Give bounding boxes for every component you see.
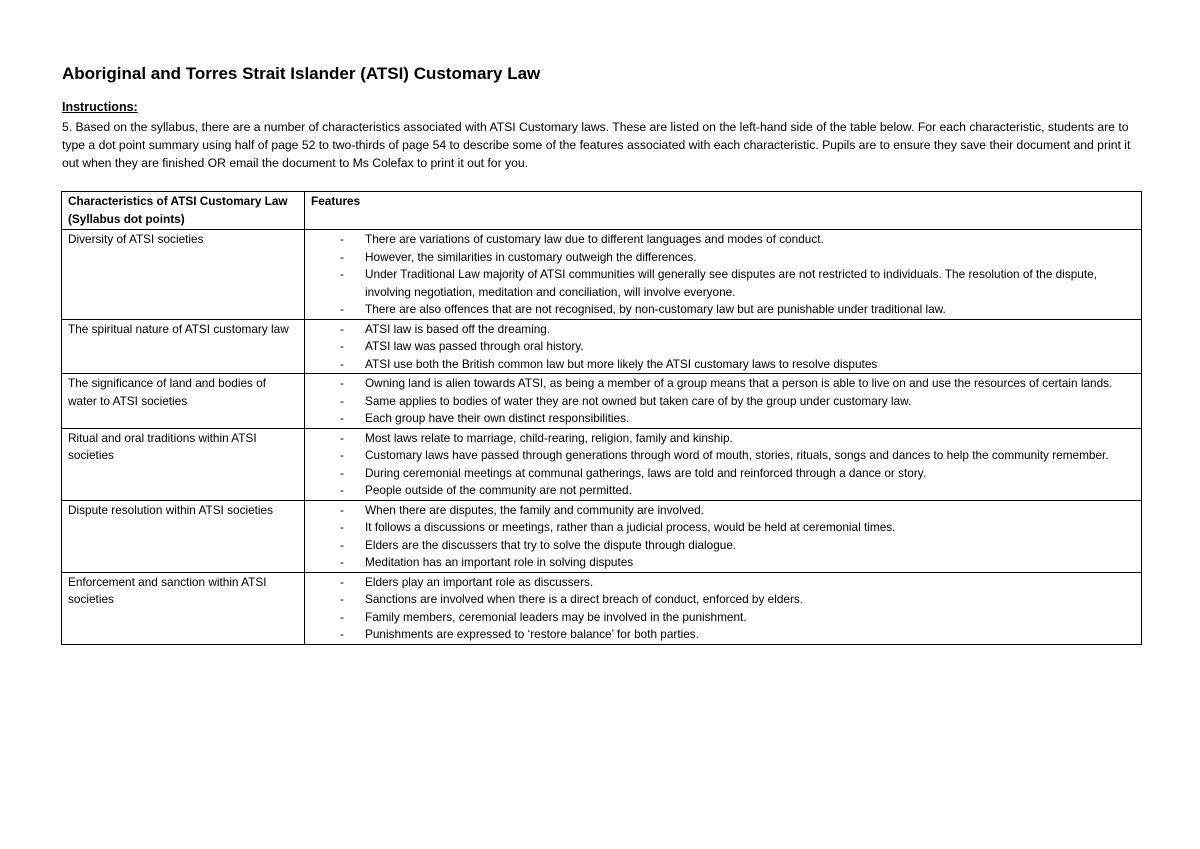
feature-text: ATSI law was passed through oral history. — [365, 339, 584, 353]
feature-text: Family members, ceremonial leaders may be involved in the punishment. — [365, 609, 747, 624]
features-list — [311, 430, 1135, 500]
list-item — [311, 591, 1135, 609]
features-cell — [305, 500, 1142, 572]
characteristic-cell: Ritual and oral traditions within ATSI societies — [62, 428, 305, 500]
feature-text: Same applies to bodies of water they are not owned but taken care of by the group under customary law. — [365, 393, 912, 408]
features-list — [311, 574, 1135, 644]
feature-text: ATSI law is based off the dreaming. — [365, 321, 551, 336]
features-list — [311, 502, 1135, 572]
bullet-dash: - — [340, 465, 344, 480]
characteristic-cell: Dispute resolution within ATSI societies — [62, 500, 305, 572]
table-header-row — [62, 192, 1142, 230]
bullet-dash: - — [340, 592, 344, 606]
feature-text: There are also offences that are not recognised, by non-customary law but are punishable under traditional law. — [365, 302, 946, 316]
feature-text: Each group have their own distinct responsibilities. — [365, 411, 630, 425]
table-row — [62, 428, 1142, 500]
features-list — [311, 321, 1135, 374]
list-item — [311, 465, 1135, 483]
bullet-dash: - — [340, 232, 344, 246]
feature-text: However, the similarities in customary outweigh the differences. — [365, 249, 697, 264]
list-item — [311, 482, 1135, 500]
features-list — [311, 231, 1135, 319]
feature-text: Punishments are expressed to ‘restore balance’ for both parties. — [365, 627, 699, 641]
characteristic-cell: The significance of land and bodies of water to ATSI societies — [62, 374, 305, 429]
bullet-dash: - — [340, 483, 344, 497]
table-row — [62, 572, 1142, 644]
list-item — [311, 356, 1135, 374]
features-list — [311, 375, 1135, 428]
features-cell — [305, 374, 1142, 429]
table-body — [62, 230, 1142, 645]
list-item — [311, 410, 1135, 428]
list-item — [311, 375, 1135, 393]
feature-text: Elders are the discussers that try to solve the dispute through dialogue. — [365, 537, 737, 552]
bullet-dash: - — [340, 321, 344, 336]
list-item — [311, 502, 1135, 520]
list-item — [311, 554, 1135, 572]
bullet-dash: - — [340, 448, 344, 462]
list-item — [311, 574, 1135, 592]
features-cell — [305, 572, 1142, 644]
characteristic-cell: Enforcement and sanction within ATSI societies — [62, 572, 305, 644]
list-item — [311, 447, 1135, 465]
bullet-dash: - — [340, 537, 344, 552]
table-row — [62, 374, 1142, 429]
feature-text: Most laws relate to marriage, child-rearing, religion, family and kinship. — [365, 430, 733, 445]
features-cell — [305, 319, 1142, 374]
table-row — [62, 230, 1142, 320]
bullet-dash: - — [340, 627, 344, 641]
list-item — [311, 519, 1135, 537]
list-item — [311, 249, 1135, 267]
bullet-dash: - — [340, 411, 344, 425]
feature-text: Under Traditional Law majority of ATSI communities will generally see disputes are not restricted to individuals. The resolution of the dispute, involving negotiation, meditation and conciliation, will involve everyone. — [365, 267, 1097, 299]
list-item — [311, 231, 1135, 249]
bullet-dash: - — [340, 356, 344, 371]
bullet-dash: - — [340, 502, 344, 517]
instructions-heading: Instructions: — [62, 100, 138, 114]
list-item — [311, 626, 1135, 644]
table-row — [62, 500, 1142, 572]
instructions-text: 5. Based on the syllabus, there are a number of characteristics associated with ATSI Customary laws. These are listed on the left-hand side of the table below. For each characteristic, students are to type a dot point summary using half of page 52 to two-thirds of page 54 to describe some of the features associated with each characteristic. Pupils are to ensure they save their document and print it out when they are finished OR email the document to Ms Colefax to print it out for you. — [62, 120, 1131, 170]
bullet-dash: - — [340, 574, 344, 589]
bullet-dash: - — [340, 249, 344, 264]
feature-text: Sanctions are involved when there is a direct breach of conduct, enforced by elders. — [365, 592, 804, 606]
header-characteristics-line1: Characteristics of ATSI Customary Law — [68, 194, 288, 208]
list-item — [311, 301, 1135, 319]
feature-text: People outside of the community are not permitted. — [365, 483, 632, 497]
header-features: Features — [305, 192, 1142, 230]
list-item — [311, 537, 1135, 555]
bullet-dash: - — [340, 302, 344, 316]
bullet-dash: - — [340, 430, 344, 445]
feature-text: Owning land is alien towards ATSI, as being a member of a group means that a person is able to live on and use the resources of certain lands. — [365, 376, 1113, 390]
list-item — [311, 338, 1135, 356]
characteristic-cell: The spiritual nature of ATSI customary law — [62, 319, 305, 374]
list-item — [311, 266, 1135, 301]
bullet-dash: - — [340, 393, 344, 408]
feature-text: Meditation has an important role in solving disputes — [365, 555, 634, 569]
feature-text: Elders play an important role as discussers. — [365, 574, 594, 589]
feature-text: There are variations of customary law due to different languages and modes of conduct. — [365, 232, 824, 246]
bullet-dash: - — [340, 339, 344, 353]
feature-text: During ceremonial meetings at communal gatherings, laws are told and reinforced through a dance or story. — [365, 465, 927, 480]
bullet-dash: - — [340, 609, 344, 624]
bullet-dash: - — [340, 267, 344, 281]
customary-law-table — [61, 191, 1142, 645]
header-characteristics-line2: (Syllabus dot points) — [68, 211, 185, 226]
features-cell — [305, 428, 1142, 500]
list-item — [311, 430, 1135, 448]
feature-text: It follows a discussions or meetings, rather than a judicial process, would be held at ceremonial times. — [365, 520, 896, 534]
feature-text: When there are disputes, the family and community are involved. — [365, 502, 704, 517]
feature-text: ATSI use both the British common law but more likely the ATSI customary laws to resolve disputes — [365, 356, 878, 371]
characteristic-cell: Diversity of ATSI societies — [62, 230, 305, 320]
table-row — [62, 319, 1142, 374]
bullet-dash: - — [340, 555, 344, 569]
feature-text: Customary laws have passed through generations through word of mouth, stories, rituals, songs and dances to help the community remember. — [365, 448, 1109, 462]
document-title: Aboriginal and Torres Strait Islander (ATSI) Customary Law — [62, 64, 541, 83]
header-characteristics — [62, 192, 305, 230]
features-cell — [305, 230, 1142, 320]
list-item — [311, 609, 1135, 627]
bullet-dash: - — [340, 520, 344, 534]
bullet-dash: - — [340, 376, 344, 390]
list-item — [311, 393, 1135, 411]
list-item — [311, 321, 1135, 339]
